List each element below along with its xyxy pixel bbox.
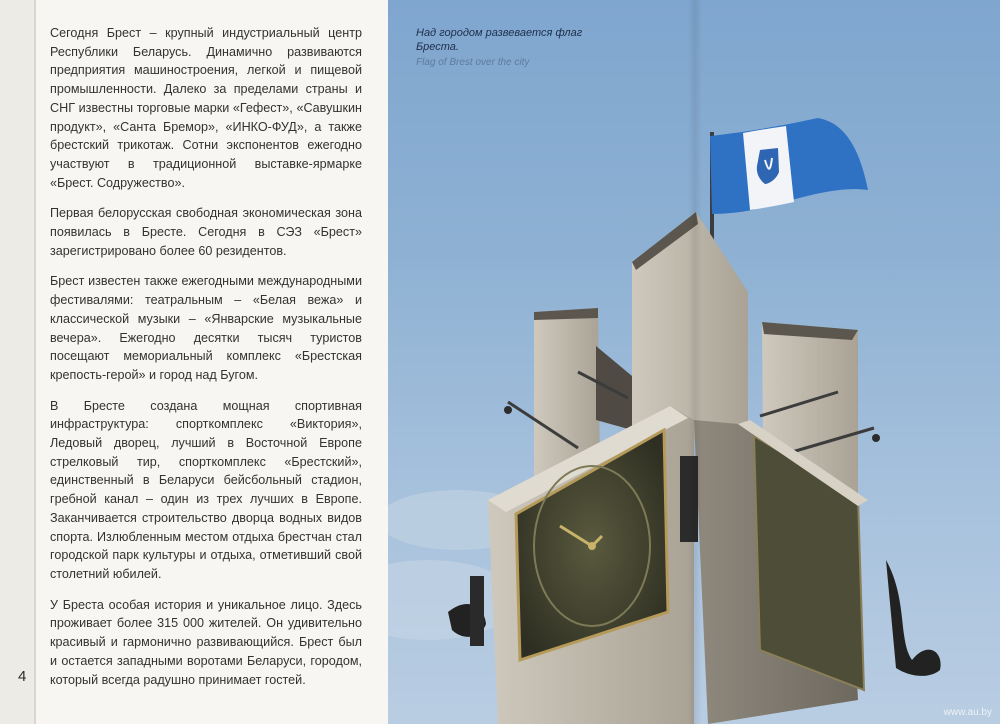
paragraph-sports: В Бресте создана мощная спортивная инфраструктура: спорткомплекс «Виктория», Ледовый дворец, лучший в Восточной Европе стрелковый тир, спорткомплекс «Брестский», единственный в Беларуси бейсбольный стадион, гребной канал – один из трех лучших в Европе. Заканчивается строительство дворца водных видов спорта. Излюбленным местом отдыха брестчан стал городской парк культуры и отдыха, отметивший свой столетний юбилей.	[50, 398, 362, 581]
page-fold	[688, 0, 702, 724]
watermark: www.au.by	[943, 707, 992, 718]
page-number: 4	[18, 668, 27, 685]
photo-caption	[416, 26, 596, 70]
caption-english: Flag of Brest over the city	[416, 57, 530, 68]
paragraph-festivals: Брест известен также ежегодными международными фестивалями: театральным – «Белая вежа» и классической музыки – «Январские музыкальные вечера». Ежегодно десятки тысяч туристов посещают мемориальный комплекс «Брестская крепость-герой» и город над Бугом.	[50, 274, 362, 382]
paragraph-economic-zone: Первая белорусская свободная экономическая зона появилась в Бресте. Сегодня в СЭЗ «Брест» зарегистрировано более 60 резидентов.	[50, 206, 362, 258]
caption-russian: Над городом развевается флаг Бреста.	[416, 27, 583, 53]
left-margin	[0, 0, 34, 724]
paragraph-history: У Бреста особая история и уникальное лицо. Здесь проживает более 315 000 жителей. Он удивительно красивый и гармонично развивающийся. Брест был и остается западными воротами Беларуси, городом, который всегда радушно принимает гостей.	[50, 597, 362, 687]
body-text	[50, 24, 362, 701]
brest-flag	[710, 118, 868, 214]
paragraph-industry: Сегодня Брест – крупный индустриальный центр Республики Беларусь. Динамично развиваются предприятия машиностроения, легкой и пищевой промышленности. Далеко за пределами страны и СНГ известны торговые марки «Гефест», «Савушкин продукт», «Санта Бремор», «ИНКО-ФУД», а также брестский трикотаж. Сотни экспонентов ежегодно участвуют в традиционной выставке-ярмарке «Брест. Содружество».	[50, 26, 362, 190]
photo-page	[388, 0, 1000, 724]
